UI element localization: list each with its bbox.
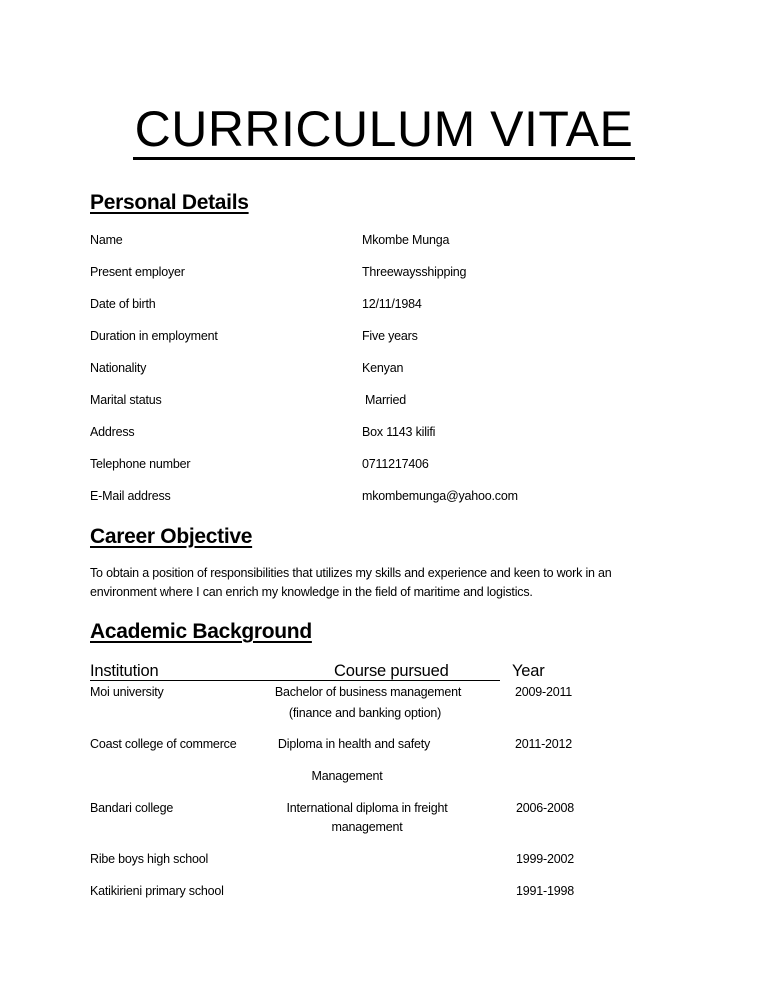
institution-moi-university: Moi university — [90, 685, 164, 699]
marital-status-value: Married — [365, 393, 406, 407]
course-coast-line-1: Diploma in health and safety — [277, 737, 431, 751]
column-header-institution: Institution — [90, 662, 159, 680]
present-employer-value: Threewaysshipping — [362, 265, 467, 279]
course-moi-line-1: Bachelor of business management — [274, 685, 462, 699]
address-value: Box 1143 kilifi — [362, 425, 436, 439]
name-value: Mkombe Munga — [362, 233, 450, 247]
column-header-course: Course pursued — [334, 662, 449, 680]
course-moi-line-2: (finance and banking option) — [288, 706, 442, 720]
objective-text-line-2: environment where I can enrich my knowledge in the field of maritime and logistics. — [90, 585, 533, 599]
year-coast-college: 2011-2012 — [515, 737, 573, 751]
telephone-value: 0711217406 — [362, 457, 429, 471]
course-bandari-line-2: management — [331, 820, 403, 834]
date-of-birth-label: Date of birth — [90, 297, 156, 311]
email-label: E-Mail address — [90, 489, 171, 503]
course-coast-line-2: Management — [311, 769, 383, 783]
nationality-label: Nationality — [90, 361, 147, 375]
course-bandari-line-1: International diploma in freight — [286, 801, 448, 815]
duration-label: Duration in employment — [90, 329, 218, 343]
telephone-label: Telephone number — [90, 457, 191, 471]
name-label: Name — [90, 233, 123, 247]
institution-katikirieni-primary: Katikirieni primary school — [90, 884, 224, 898]
address-label: Address — [90, 425, 135, 439]
table-header-rule — [90, 680, 500, 681]
year-ribe-boys: 1999-2002 — [516, 852, 574, 866]
institution-coast-college: Coast college of commerce — [90, 737, 237, 751]
year-moi-university: 2009-2011 — [515, 685, 573, 699]
date-of-birth-value: 12/11/1984 — [362, 297, 422, 311]
column-header-year: Year — [512, 662, 545, 680]
page-title-text: CURRICULUM VITAE — [133, 101, 636, 160]
marital-status-label: Marital status — [90, 393, 162, 407]
academic-background-heading: Academic Background — [90, 620, 312, 643]
institution-bandari-college: Bandari college — [90, 801, 174, 815]
career-objective-heading: Career Objective — [90, 525, 253, 548]
personal-details-heading: Personal Details — [90, 191, 249, 214]
present-employer-label: Present employer — [90, 265, 185, 279]
email-value: mkombemunga@yahoo.com — [362, 489, 518, 503]
year-bandari-college: 2006-2008 — [516, 801, 574, 815]
year-katikirieni-primary: 1991-1998 — [516, 884, 574, 898]
objective-text-line-1: To obtain a position of responsibilities that utilizes my skills and experience and keen to work in an — [90, 566, 612, 580]
duration-value: Five years — [362, 329, 418, 343]
nationality-value: Kenyan — [362, 361, 404, 375]
page-title — [0, 98, 768, 160]
institution-ribe-boys: Ribe boys high school — [90, 852, 209, 866]
